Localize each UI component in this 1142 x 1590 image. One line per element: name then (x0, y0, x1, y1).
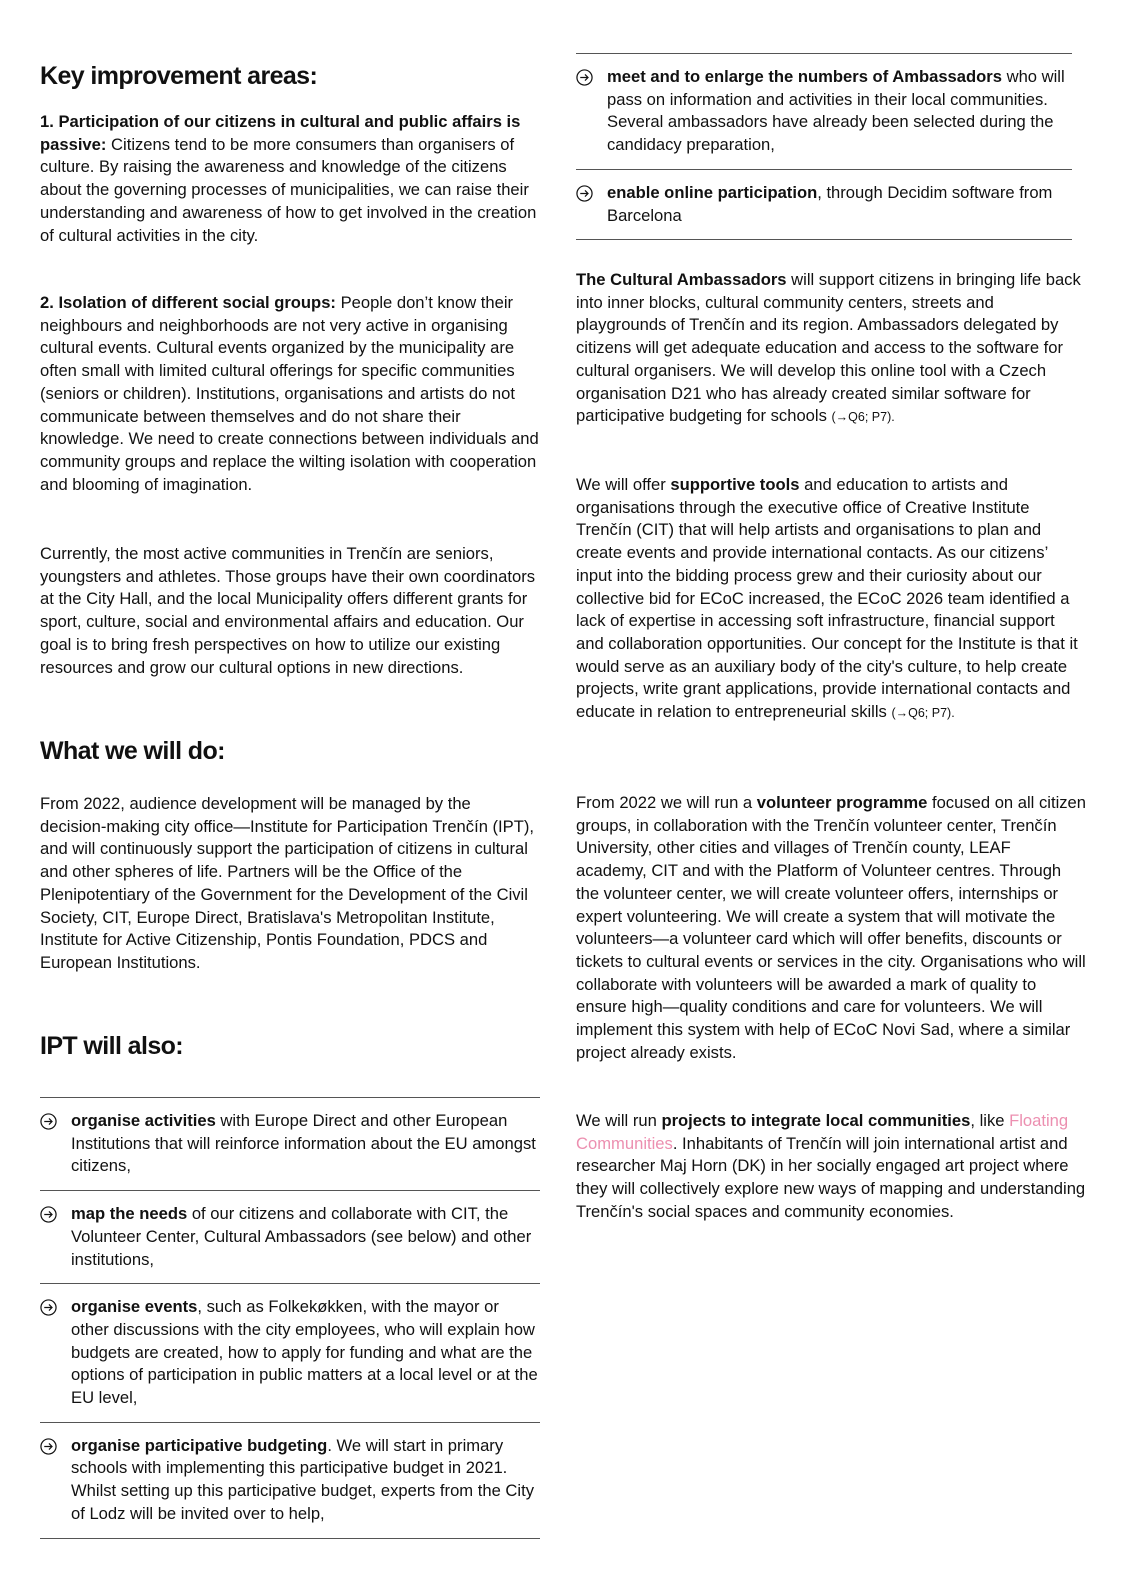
cross-reference: (→Q6; P7). (891, 706, 955, 721)
divider (40, 1538, 540, 1539)
list-item-lead: organise participative budgeting (71, 1435, 328, 1455)
list-item-lead: map the needs (71, 1204, 188, 1224)
ambassador-action-list (576, 53, 1072, 240)
floating-communities-link[interactable]: Floating Communities (576, 1111, 1069, 1153)
paragraph-volunteer-intro: From 2022 we will run a (576, 793, 757, 812)
paragraph-integrate-lead: projects to integrate local communities (661, 1111, 971, 1130)
heading-what-we-will-do: What we will do: (40, 737, 225, 765)
paragraph-integrate-mid: , like (970, 1111, 1010, 1130)
paragraph-volunteer-programme (576, 792, 1086, 1064)
paragraph-participation-lead: 1. Participation of our citizens in cultural and public affairs is passive: (40, 112, 521, 154)
list-item-lead: organise activities (71, 1111, 216, 1130)
list-item (40, 1423, 540, 1538)
circle-arrow-right-icon (40, 1299, 57, 1316)
paragraph-supportive-tools-intro: We will offer (576, 475, 671, 494)
list-item-text: , such as Folkekøkken, with the mayor or other discussions with the city employees, who will explain how budgets are created, how to apply for funding and what are the options of participation in public matters at a local level or at the EU level, (71, 1297, 538, 1408)
list-item (576, 54, 1072, 169)
paragraph-isolation-lead: 2. Isolation of different social groups: (40, 293, 336, 312)
ipt-action-list (40, 1097, 540, 1539)
circle-arrow-right-icon (40, 1438, 57, 1455)
divider (576, 239, 1072, 240)
paragraph-supportive-tools (576, 474, 1086, 725)
paragraph-supportive-tools-lead: supportive tools (670, 475, 800, 494)
circle-arrow-right-icon (40, 1113, 57, 1130)
list-item-text: , through Decidim software from Barcelona (607, 182, 1053, 225)
paragraph-cultural-ambassadors-text: will support citizens in bringing life back into inner blocks, cultural community centers, streets and playgrounds of Trenčín and its region. Ambassadors delegated by citizens will get adequate education and access to the software for cultural organisers. We will develop this online tool with a Czech organisation D21 who has already created similar software for participative budgeting for schools (576, 270, 1081, 426)
paragraph-integrate-text: . Inhabitants of Trenčín will join international artist and researcher Maj Horn (DK) in her socially engaged art project where they will collectively explore new ways of mapping and understanding Trenčín's social spaces and community economies. (576, 1133, 1086, 1221)
list-item-lead: enable online participation (607, 182, 818, 202)
paragraph-volunteer-text: focused on all citizen groups, in collaboration with the Trenčín volunteer center, Trenčín University, other cities and villages of Trenčín county, LEAF academy, CIT and with the Platform of Volunteer centres. Through the volunteer center, we will create volunteer offers, internships or expert volunteering. We will create a system that will motivate the volunteers—a volunteer card which will offer benefits, discounts or tickets to cultural events or services in the city. Organisations who will collaborate with volunteers will be awarded a mark of quality to ensure high—quality conditions and care for volunteers. We will implement this system with help of ECoC Novi Sad, where a similar project already exists. (576, 793, 1087, 1062)
paragraph-participation (40, 111, 540, 247)
paragraph-supportive-tools-text: and education to artists and organisations through the executive office of Creative Institute Trenčín (CIT) that will help artists and organisations to plan and create events and provide international contacts. As our citizens’ input into the bidding process grew and their curiosity about our collective bid for ECoC increased, the ECoC 2026 team identified a lack of expertise in accessing soft infrastructure, financial support and collaboration opportunities. Our concept for the Institute is that it would serve as an auxiliary body of the city's culture, to help create projects, write grant applications, provide international contacts and educate in relation to entrepreneurial skills (576, 475, 1078, 722)
paragraph-integrate-intro: We will run (576, 1111, 662, 1130)
list-item (576, 170, 1072, 239)
list-item-lead: organise events (71, 1297, 198, 1317)
list-item-text: who will pass on information and activities in their local communities. Several ambassadors have already been selected during the candidacy preparation, (607, 67, 1065, 155)
heading-key-improvement-areas: Key improvement areas: (40, 62, 318, 90)
paragraph-cultural-ambassadors (576, 269, 1086, 429)
paragraph-volunteer-lead: volunteer programme (756, 793, 928, 812)
list-item (40, 1284, 540, 1422)
paragraph-cultural-ambassadors-lead: The Cultural Ambassadors (576, 270, 787, 289)
paragraph-active-communities: Currently, the most active communities in Trenčín are seniors, youngsters and athletes. Those groups have their own coordinators at the City Hall, and the local Municipality offers different grants for sport, culture, social and environmental affairs and education. Our goal is to bring fresh perspectives on how to utilize our existing resources and grow our cultural options in new directions. (40, 544, 536, 677)
circle-arrow-right-icon (576, 69, 593, 86)
list-item-text: with Europe Direct and other European Institutions that will reinforce information about the EU amongst citizens, (71, 1111, 536, 1176)
paragraph-isolation (40, 292, 540, 496)
circle-arrow-right-icon (40, 1206, 57, 1223)
paragraph-audience-development: From 2022, audience development will be managed by the decision-making city office—Institute for Participation Trenčín (IPT), and will continuously support the participation of citizens in cultural and other spheres of life. Partners will be the Office of the Plenipotentiary of the Government for the Development of the Civil Society, CIT, Europe Direct, Bratislava's Metropolitan Institute, Institute for Active Citizenship, Pontis Foundation, PDCS and European Institutions. (40, 794, 535, 972)
list-item (40, 1098, 540, 1190)
cross-reference: (→Q6; P7). (831, 410, 895, 425)
paragraph-isolation-text: People don’t know their neighbours and neighborhoods are not very active in organising cultural events. Cultural events organized by the municipality are often small with limited cultural offerings for specific communities (seniors or children). Institutions, organisations and artists do not communicate between themselves and do not share their knowledge. We need to create connections between individuals and community groups and replace the wilting isolation with cooperation and blooming of imagination. (40, 293, 539, 494)
list-item-text: of our citizens and collaborate with CIT, the Volunteer Center, Cultural Ambassadors (see below) and other institutions, (71, 1204, 532, 1269)
paragraph-integrate-communities (576, 1110, 1086, 1224)
circle-arrow-right-icon (576, 185, 593, 202)
list-item-text: . We will start in primary schools with implementing this participative budget in 2021. Whilst setting up this participative budget, experts from the City of Lodz will be invited over to help, (71, 1435, 534, 1523)
heading-ipt-will-also: IPT will also: (40, 1032, 184, 1060)
paragraph-participation-text: Citizens tend to be more consumers than organisers of culture. By raising the awareness and knowledge of the citizens about the governing processes of municipalities, we can raise their understanding and awareness of how to get involved in the creation of cultural activities in the city. (40, 134, 537, 245)
list-item-lead: meet and to enlarge the numbers of Ambassadors (607, 67, 1002, 86)
list-item (40, 1191, 540, 1283)
